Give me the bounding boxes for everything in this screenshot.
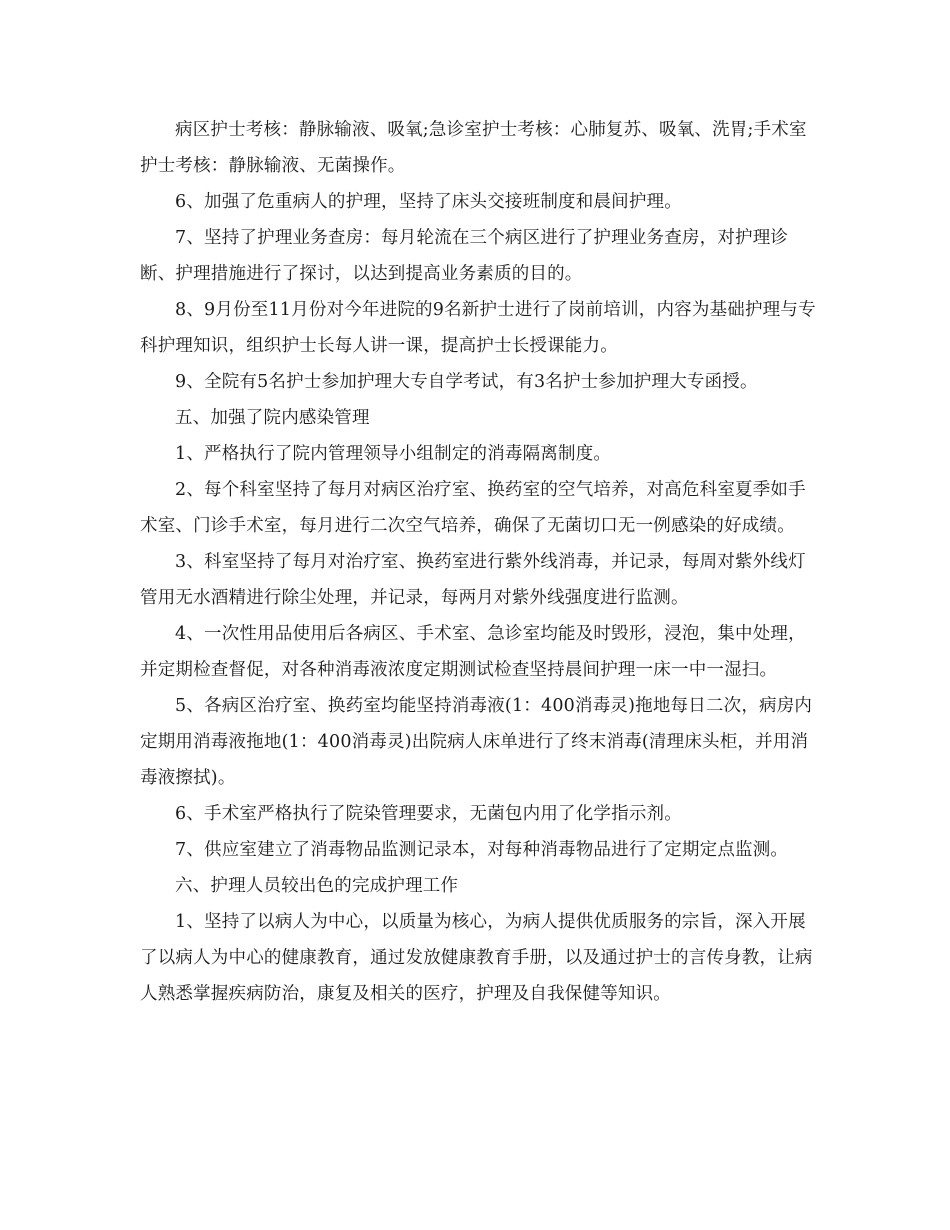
section-heading-infection-control: 五、加强了院内感染管理 <box>175 408 370 428</box>
paragraph-item-6-critical-care: 6、加强了危重病人的护理，坚持了床头交接班制度和晨间护理。 <box>175 192 682 212</box>
paragraph-infection-item-7: 7、供应室建立了消毒物品监测记录本，对每种消毒物品进行了定期定点监测。 <box>175 840 789 860</box>
document-body <box>140 112 820 1012</box>
paragraph-item-7-ward-rounds: 7、坚持了护理业务查房：每月轮流在三个病区进行了护理业务查房，对护理诊断、护理措施进行了探讨，以达到提高业务素质的目的。 <box>140 228 789 284</box>
paragraph-nursing-item-1: 1、坚持了以病人为中心，以质量为核心，为病人提供优质服务的宗旨，深入开展了以病人为中心的健康教育，通过发放健康教育手册，以及通过护士的言传身教，让病人熟悉掌握疾病防治，康复及相关的医疗，护理及自我保健等知识。 <box>140 912 813 1004</box>
paragraph-infection-item-1: 1、严格执行了院内管理领导小组制定的消毒隔离制度。 <box>175 444 612 464</box>
paragraph-infection-item-6: 6、手术室严格执行了院染管理要求，无菌包内用了化学指示剂。 <box>175 804 682 824</box>
paragraph-infection-item-5: 5、各病区治疗室、换药室均能坚持消毒液(1：400消毒灵)拖地每日二次，病房内定期用消毒液拖地(1：400消毒灵)出院病人床单进行了终末消毒(清理床头柜，并用消毒液擦拭)。 <box>140 696 813 788</box>
paragraph-nurse-assessment: 病区护士考核：静脉输液、吸氧;急诊室护士考核：心肺复苏、吸氧、洗胃;手术室护士考核：静脉输液、无菌操作。 <box>140 120 807 176</box>
paragraph-item-8-training: 8、9月份至11月份对今年进院的9名新护士进行了岗前培训，内容为基础护理与专科护理知识，组织护士长每人讲一课，提高护士长授课能力。 <box>140 300 816 356</box>
paragraph-item-9-exams: 9、全院有5名护士参加护理大专自学考试，有3名护士参加护理大专函授。 <box>175 372 758 392</box>
paragraph-infection-item-2: 2、每个科室坚持了每月对病区治疗室、换药室的空气培养，对高危科室夏季如手术室、门诊手术室，每月进行二次空气培养，确保了无菌切口无一例感染的好成绩。 <box>140 480 806 536</box>
paragraph-infection-item-4: 4、一次性用品使用后各病区、手术室、急诊室均能及时毁形，浸泡，集中处理，并定期检查督促，对各种消毒液浓度定期测试检查坚持晨间护理一床一中一湿扫。 <box>140 624 806 680</box>
section-heading-nursing-work: 六、护理人员较出色的完成护理工作 <box>175 876 459 896</box>
paragraph-infection-item-3: 3、科室坚持了每月对治疗室、换药室进行紫外线消毒，并记录，每周对紫外线灯管用无水酒精进行除尘处理，并记录，每两月对紫外线强度进行监测。 <box>140 552 806 608</box>
